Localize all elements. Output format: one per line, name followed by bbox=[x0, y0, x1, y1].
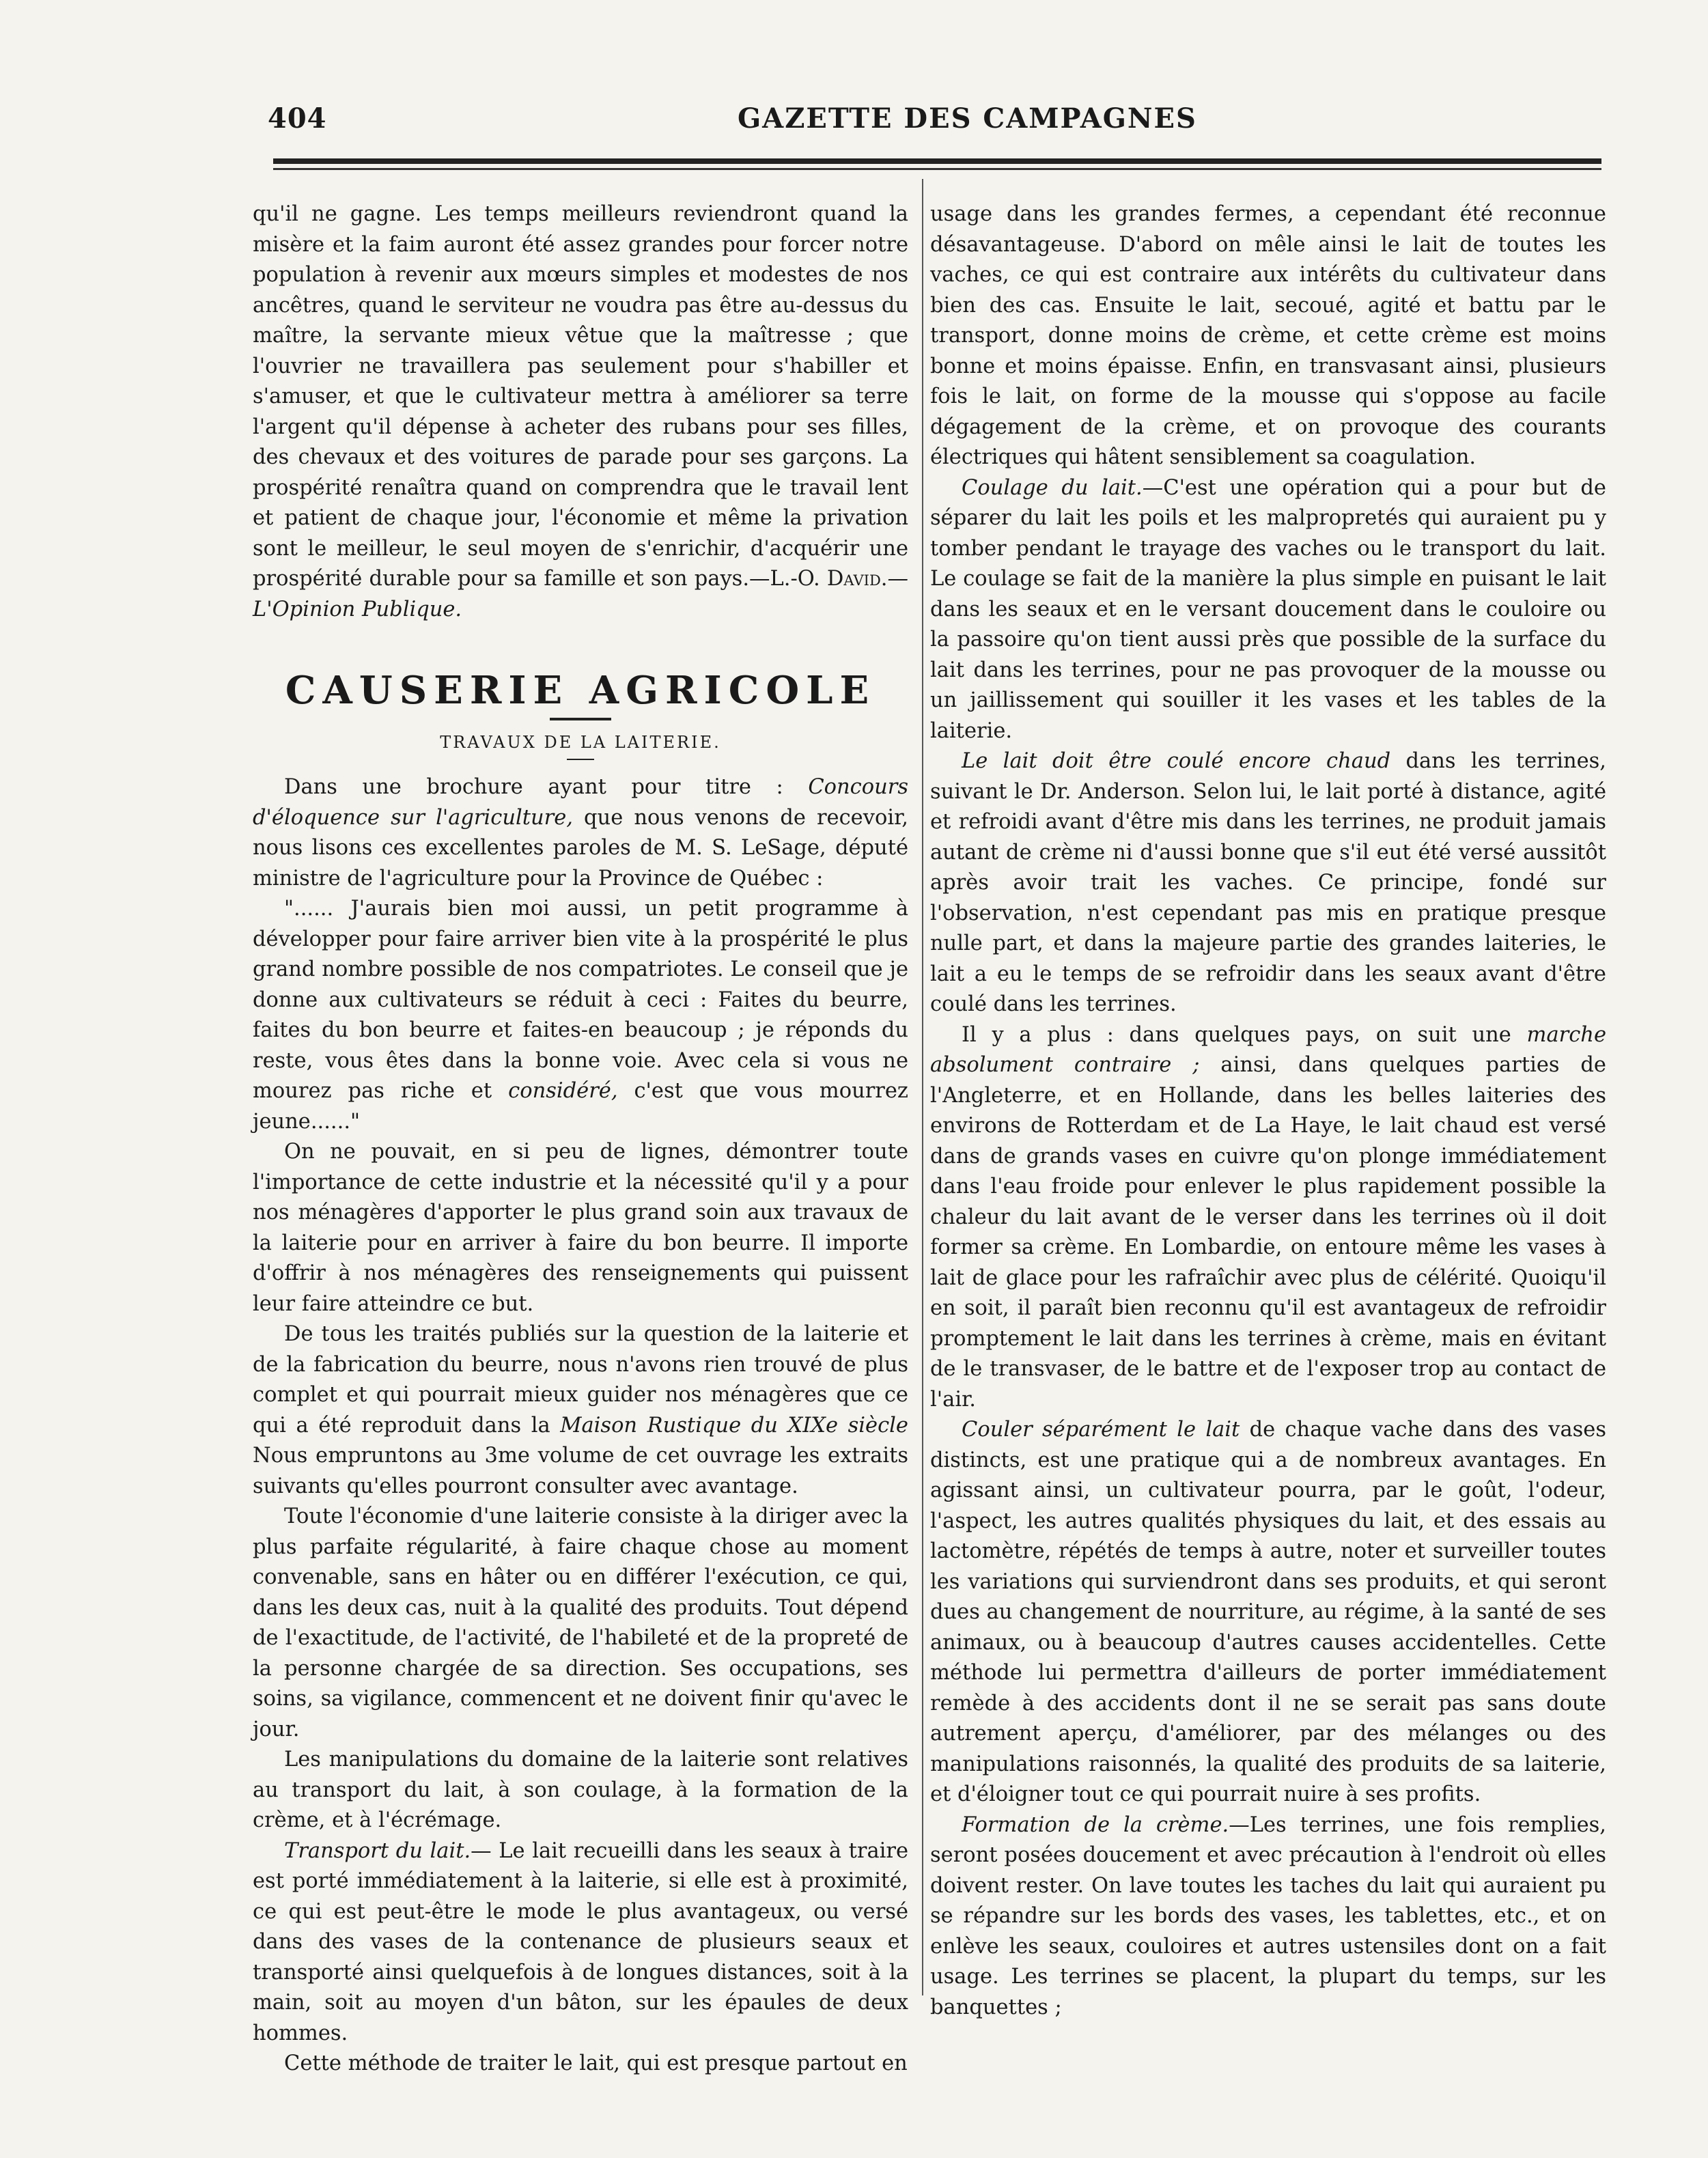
paragraph: usage dans les grandes fermes, a cependant été reconnue désavantageuse. D'abord on mêle ainsi le lait de toutes les vaches, ce qui est contraire aux intérêts du cultivateur dans bien des cas. Ensuite le lait, secoué, agité et battu par le transport, donne moins de crème, et cette crème est moins bonne et moins épaisse. Enfin, en transvasant ainsi, plusieurs fois le lait, on forme de la mousse qui s'oppose au facile dégagement de la crème, et on provoque des courants électriques qui hâtent sensiblement sa coagulation. bbox=[930, 202, 1606, 469]
paragraph-heading: Couler séparément le lait bbox=[962, 1418, 1240, 1442]
section-title: CAUSERIE AGRICOLE bbox=[285, 668, 876, 713]
source-name: —L'Opinion Publique. bbox=[253, 567, 908, 621]
header-rule-thin bbox=[273, 168, 1601, 170]
paragraph-heading: Transport du lait. bbox=[284, 1838, 471, 1863]
paragraph bbox=[930, 746, 1606, 1020]
paragraph bbox=[253, 772, 908, 894]
paragraph-text: qu'il ne gagne. Les temps meilleurs reviendront quand la misère et la faim auront été assez grandes pour forcer notre population à revenir aux mœurs simples et modestes de nos ancêtres, quand le serviteur ne voudra pas être au-dessus du maître, la servante mieux vêtue que la maîtresse ; que l'ouvrier ne travaillera pas seulement pour s'habiller et s'amuser, et que le cultivateur mettra à améliorer sa terre l'argent qu'il dépense à acheter des rubans pour ses filles, des chevaux et des voitures de parade pour ses garçons. La prospérité renaîtra quand on comprendra que le travail lent et patient de chaque jour, l'économie et même la privation sont le meilleur, le seul moyen de s'enrichir, d'acquérir une prospérité durable pour sa famille et son pays.— bbox=[253, 202, 908, 591]
page-number: 404 bbox=[268, 102, 327, 135]
paragraph: Les manipulations du domaine de la laiterie sont relatives au transport du lait, à son coulage, à la formation de la crème, et à l'écrémage. bbox=[253, 1748, 908, 1832]
header-rule bbox=[273, 158, 1601, 164]
paragraph bbox=[930, 1810, 1606, 2023]
paragraph-text: "...... J'aurais bien moi aussi, un petit programme à développer pour faire arriver bien vite à la prospérité le plus grand nombre possible de nos compatriotes. Le conseil que je donne aux cultivateurs se réduit à ceci : Faites du beurre, faites du bon beurre et faites-en beaucoup ; je réponds du reste, vous êtes dans la bonne voie. Avec cela si vous ne mourez pas riche et bbox=[253, 897, 908, 1103]
paragraph-text: que nous venons de recevoir, nous lisons ces excellentes paroles de M. S. LeSage, député ministre de l'agriculture pour la Province de Québec : bbox=[253, 805, 908, 891]
paragraph: Cette méthode de traiter le lait, qui est presque partout en bbox=[284, 2051, 908, 2075]
masthead-title: GAZETTE DES CAMPAGNES bbox=[738, 102, 1197, 135]
paragraph-text: Il y a plus : dans quelques pays, on suit une bbox=[962, 1022, 1527, 1047]
emphasis-text: marche absolument contraire ; bbox=[930, 1022, 1606, 1077]
paragraph-text: de chaque vache dans des vases distincts, est une pratique qui a de nombreux avantages. En agissant ainsi, un cultivateur pourra, par le goût, l'odeur, l'aspect, les autres qualités physiques du lait, et des essais au lactomètre, répétés de temps à autre, noter et surveiller toutes les variations qui surviendront dans ses produits, et qui seront dues au changement de nourriture, au régime, à la santé de ses animaux, ou à beaucoup d'autres causes accidentelles. Cette méthode lui permettra d'ailleurs de porter immédiatement remède à des accidents dont il ne se serait pas sans doute autrement aperçu, d'améliorer, par des mélanges ou des manipulations raisonnés, la qualité des produits de sa laiterie, et d'éloigner tout ce qui pourrait nuire à ses profits. bbox=[930, 1418, 1606, 1806]
paragraph bbox=[253, 1836, 908, 2049]
paragraph-text: —Les terrines, une fois remplies, seront posées doucement et avec précaution à l'endroit où elles doivent rester. On lave toutes les taches du lait qui auraient pu se répandre sur les bords des vases, les tablettes, etc., et on enlève les seaux, couloires et autres ustensiles dont on a fait usage. Les terrines se placent, la plupart du temps, sur les banquettes ; bbox=[930, 1812, 1606, 2019]
paragraph: On ne pouvait, en si peu de lignes, démontrer toute l'importance de cette industrie et la nécessité qu'il y a pour nos ménagères d'apporter le plus grand soin aux travaux de la laiterie pour en arriver à faire du bon beurre. Il importe d'offrir à nos ménagères des renseignements qui puissent leur faire atteindre ce but. bbox=[253, 1140, 908, 1316]
paragraph-text: De tous les traités publiés sur la question de la laiterie et de la fabrication du beurre, nous n'avons rien trouvé de plus complet et qui pourrait mieux guider nos ménagères que ce qui a été reproduit dans la bbox=[253, 1322, 908, 1438]
paragraph bbox=[930, 1415, 1606, 1810]
paragraph-heading: Le lait doit être coulé encore chaud bbox=[962, 749, 1391, 773]
paragraph-text: — Le lait recueilli dans les seaux à traire est porté immédiatement à la laiterie, si elle est à proximité, ce qui est peut-être le mode le plus avantageux, ou versé dans des vases de la contenance de plusieurs seaux et transporté ainsi quelquefois à de longues distances, soit à la main, soit au moyen d'un bâton, sur les épaules de deux hommes. bbox=[253, 1838, 909, 2045]
author-name: L.-O. David. bbox=[770, 567, 888, 591]
section-subtitle: TRAVAUX DE LA LAITERIE. bbox=[440, 733, 721, 752]
title-rule bbox=[550, 718, 611, 720]
paragraph-text: Nous empruntons au 3me volume de cet ouvrage les extraits suivants qu'elles pourront consulter avec avantage. bbox=[253, 1444, 908, 1498]
paragraph bbox=[253, 199, 908, 625]
paragraph-text: Dans une brochure ayant pour titre : bbox=[284, 775, 809, 799]
paragraph-text: dans les terrines, suivant le Dr. Anderson. Selon lui, le lait porté à distance, agité et refroidi avant d'être mis dans les terrines, ne produit jamais autant de crème ni d'aussi bonne que s'il eut été versé aussitôt après avoir trait les vaches. Ce principe, fondé sur l'observation, n'est cependant pas mis en pratique presque nulle part, et dans la majeure partie des grandes laiteries, le lait a eu le temps de se refroidir dans les seaux avant d'être coulé dans les terrines. bbox=[930, 749, 1606, 1016]
right-column bbox=[930, 199, 1606, 2023]
subtitle-rule bbox=[567, 759, 594, 760]
paragraph-heading: Formation de la crème. bbox=[962, 1812, 1229, 1837]
paragraph bbox=[930, 1020, 1606, 1416]
quote-paragraph bbox=[253, 894, 908, 1137]
paragraph-heading: Coulage du lait. bbox=[962, 475, 1143, 500]
emphasis-text: considéré, bbox=[508, 1079, 618, 1103]
paragraph: Toute l'économie d'une laiterie consiste à la diriger avec la plus parfaite régularité, à faire chaque chose au moment convenable, sans en hâter ou en différer l'exécution, ce qui, dans les deux cas, nuit à la qualité des produits. Tout dépend de l'exactitude, de l'activité, de l'habileté et de la propreté de la personne chargée de sa direction. Ses occupations, ses soins, sa vigilance, commencent et ne doivent finir qu'avec le jour. bbox=[253, 1504, 908, 1741]
paragraph-text: c'est que vous mourrez jeune......" bbox=[253, 1079, 908, 1134]
column-divider bbox=[922, 179, 923, 1995]
paragraph bbox=[253, 1319, 908, 1502]
paragraph-text: ainsi, dans quelques parties de l'Angleterre, et en Hollande, dans les belles laiteries des environs de Rotterdam et de La Haye, le lait chaud est versé dans de grands vases en cuivre qu'on plonge immédiatement dans l'eau froide pour enlever le plus rapidement possible la chaleur du lait avant de le verser dans les terrines où il doit former sa crème. En Lombardie, on entoure même les vases à lait de glace pour les rafraîchir avec plus de célérité. Quoiqu'il en soit, il paraît bien reconnu qu'il est avantageux de refroidir promptement le lait dans les terrines à crème, mais en évitant de le transvaser, de le battre et de l'exposer trop au contact de l'air. bbox=[930, 1053, 1606, 1412]
paragraph bbox=[930, 473, 1606, 747]
brochure-title: Concours d'éloquence sur l'agriculture, bbox=[253, 775, 908, 830]
paragraph-text: —C'est une opération qui a pour but de séparer du lait les poils et les malpropretés qui auraient pu y tomber pendant le trayage des vaches ou le transport du lait. Le coulage se fait de la manière la plus simple en puisant le lait dans les seaux et en le versant doucement dans le couloire ou la passoire qu'on tient aussi près que possible de la surface du lait dans les terrines, pour ne pas provoquer de la mousse ou un jaillissement qui souiller it les vases et les tables de la laiterie. bbox=[930, 475, 1606, 743]
book-title: Maison Rustique du XIXe siècle bbox=[560, 1413, 908, 1438]
left-column bbox=[253, 199, 908, 2079]
